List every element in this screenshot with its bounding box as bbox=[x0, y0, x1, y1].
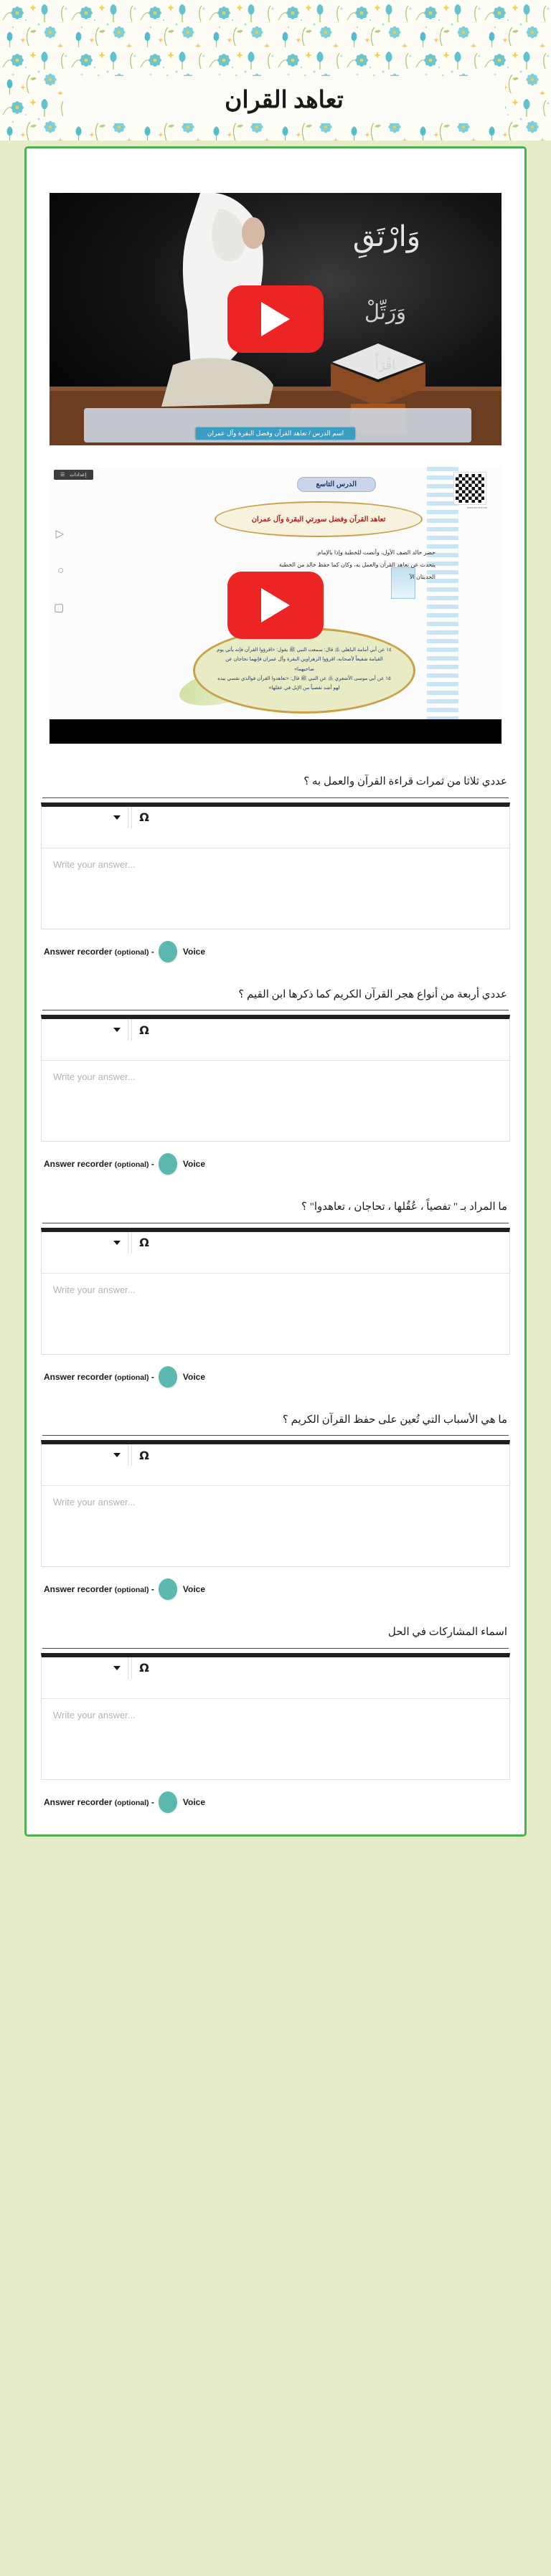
video-player-textbook-page[interactable] bbox=[50, 467, 501, 744]
answer-placeholder-3: Write your answer... bbox=[53, 1284, 136, 1295]
page-title-banner bbox=[63, 76, 505, 123]
play-triangle-icon bbox=[261, 302, 290, 336]
recorder-optional-text: (optional) bbox=[114, 1373, 149, 1382]
recorder-dash: - bbox=[151, 1371, 154, 1382]
toolbar-dropdown-group-3[interactable] bbox=[42, 1232, 126, 1254]
editor-toolbar-2[interactable] bbox=[42, 1019, 509, 1061]
hadith-oval bbox=[193, 628, 415, 714]
recorder-label-text: Answer recorder bbox=[44, 946, 113, 957]
chevron-down-icon bbox=[113, 815, 121, 820]
lesson-title-oval: تعاهد القرآن وفضل سورتي البقرة وآل عمران bbox=[215, 501, 423, 537]
body-line-1: حضر خالد الصف الأول، وأنصت للخطبة وإذا بالإمام bbox=[317, 549, 435, 556]
question-underline-5 bbox=[42, 1648, 509, 1649]
svg-text:وَارْتَقِ: وَارْتَقِ bbox=[352, 220, 421, 252]
answer-placeholder-1: Write your answer... bbox=[53, 858, 136, 870]
video-1-caption: اسم الدرس / تعاهد القرآن وفضل البقرة وآل عمران bbox=[196, 427, 355, 440]
answer-recorder-row-4 bbox=[41, 1567, 510, 1603]
format-dropdown-2[interactable] bbox=[42, 1019, 126, 1041]
play-triangle-icon bbox=[261, 588, 290, 622]
menu-icon[interactable]: ☰ bbox=[60, 473, 65, 478]
special-character-button-3[interactable]: Ω bbox=[139, 1236, 149, 1249]
chevron-down-icon bbox=[113, 1666, 121, 1670]
voice-label-1: Voice bbox=[182, 946, 206, 957]
video-2-side-toolbar[interactable] bbox=[54, 527, 64, 614]
video-2-bottom-bar bbox=[50, 719, 501, 744]
recorder-label-text: Answer recorder bbox=[44, 1371, 113, 1382]
question-block-2 bbox=[41, 987, 510, 1178]
youtube-play-button-2[interactable] bbox=[227, 572, 324, 639]
hadith-1: ١٤ عن أبي أمامة الباهلي ﵁ قال: سمعت النبي ﷺ يقول: «اقرؤوا القرآن فإنه يأتي يوم القيامة شفيعاً لأصحابه، اقرؤوا الزهراوين البقرة وآل عمران فإنهما تحاجان عن صاحبهما» bbox=[217, 648, 392, 672]
body-line-2: يتحدث عن تعاهد القرآن والعمل به، وكان كما حفظ خالد من الخطبة bbox=[278, 561, 435, 568]
toolbar-dropdown-group-1[interactable] bbox=[42, 807, 126, 828]
answer-recorder-row-1 bbox=[41, 929, 510, 965]
hadith-2: ١٥ عن أبي موسى الأشعري ﵁ عن النبي ﷺ قال: «تعاهدوا القرآن فوالذي نفسي بيده لهو أشد تفصياً من الإبل في عقلها» bbox=[217, 676, 391, 691]
voice-record-button-2[interactable] bbox=[159, 1153, 177, 1175]
page-title: تعاهد القران bbox=[225, 87, 344, 113]
special-character-button-2[interactable]: Ω bbox=[139, 1023, 149, 1037]
editor-toolbar-1[interactable] bbox=[42, 807, 509, 848]
chevron-down-icon bbox=[113, 1028, 121, 1032]
recorder-label-text: Answer recorder bbox=[44, 1159, 113, 1169]
editor-toolbar-4[interactable] bbox=[42, 1444, 509, 1486]
question-text-2: عددي أربعة من أنواع هجر القرآن الكريم كما ذكرها ابن القيم ؟ bbox=[238, 988, 507, 1000]
svg-text:وَرَتِّلْ: وَرَتِّلْ bbox=[364, 301, 407, 324]
answer-editor-4[interactable] bbox=[41, 1440, 510, 1567]
recorder-label-1 bbox=[44, 947, 154, 957]
video-2-container bbox=[41, 467, 510, 744]
video-2-top-toolbar[interactable] bbox=[54, 470, 93, 480]
play-outline-icon[interactable]: ▷ bbox=[55, 528, 65, 540]
question-underline-1 bbox=[42, 797, 509, 798]
recorder-label-3 bbox=[44, 1372, 154, 1382]
lesson-card bbox=[24, 146, 527, 1837]
recorder-optional-text: (optional) bbox=[114, 1586, 149, 1594]
chevron-down-icon bbox=[113, 1241, 121, 1245]
toolbar-dropdown-group-5[interactable] bbox=[42, 1657, 126, 1679]
format-dropdown-1[interactable] bbox=[42, 807, 126, 828]
recorder-label-5 bbox=[44, 1797, 154, 1807]
toolbar-separator bbox=[131, 1019, 132, 1041]
question-block-3 bbox=[41, 1199, 510, 1391]
question-block-1 bbox=[41, 774, 510, 965]
recorder-dash: - bbox=[151, 1159, 154, 1169]
answer-editor-5[interactable] bbox=[41, 1653, 510, 1780]
answer-recorder-row-5 bbox=[41, 1780, 510, 1816]
voice-label-5: Voice bbox=[182, 1796, 206, 1807]
answer-placeholder-5: Write your answer... bbox=[53, 1709, 136, 1720]
answer-input-3[interactable] bbox=[42, 1274, 509, 1354]
body-line-3: الحديثان الآ bbox=[410, 573, 435, 580]
settings-label: إعدادات bbox=[70, 473, 87, 478]
video-player-lesson-intro[interactable] bbox=[50, 193, 501, 445]
special-character-button-1[interactable]: Ω bbox=[139, 810, 149, 824]
answer-input-4[interactable] bbox=[42, 1486, 509, 1566]
video-1-container bbox=[41, 193, 510, 445]
answer-recorder-row-3 bbox=[41, 1355, 510, 1391]
recorder-optional-text: (optional) bbox=[114, 947, 149, 957]
answer-input-5[interactable] bbox=[42, 1699, 509, 1779]
question-underline-4 bbox=[42, 1435, 509, 1436]
recorder-optional-text: (optional) bbox=[114, 1798, 149, 1807]
recorder-dash: - bbox=[151, 1584, 154, 1594]
answer-input-2[interactable] bbox=[42, 1061, 509, 1141]
toolbar-separator bbox=[131, 1657, 132, 1679]
editor-toolbar-3[interactable] bbox=[42, 1232, 509, 1274]
question-block-5 bbox=[41, 1624, 510, 1816]
qr-code-icon bbox=[454, 473, 486, 504]
special-character-button-4[interactable]: Ω bbox=[139, 1448, 149, 1462]
lesson-number-chip: الدرس التاسع bbox=[297, 477, 376, 492]
question-text-1: عددي ثلاثا من ثمرات قراءة القرآن والعمل به ؟ bbox=[303, 776, 507, 787]
question-text-5: اسماء المشاركات في الحل bbox=[387, 1626, 507, 1638]
answer-editor-3[interactable] bbox=[41, 1228, 510, 1355]
toolbar-dropdown-group-2[interactable] bbox=[42, 1019, 126, 1041]
editor-toolbar-5[interactable] bbox=[42, 1657, 509, 1699]
page-ornament-strip bbox=[427, 467, 458, 728]
answer-placeholder-4: Write your answer... bbox=[53, 1497, 136, 1507]
question-text-4: ما هي الأسباب التي تُعين على حفظ القرآن الكريم ؟ bbox=[282, 1414, 507, 1426]
answer-input-1[interactable] bbox=[42, 848, 509, 929]
recorder-label-text: Answer recorder bbox=[44, 1796, 113, 1807]
recorder-dash: - bbox=[151, 1796, 154, 1807]
recorder-dash: - bbox=[151, 946, 154, 957]
format-dropdown-4[interactable] bbox=[42, 1444, 126, 1466]
answer-editor-1[interactable] bbox=[41, 802, 510, 929]
youtube-play-button-1[interactable] bbox=[227, 285, 324, 353]
voice-label-4: Voice bbox=[182, 1584, 206, 1594]
voice-record-button-1[interactable] bbox=[159, 941, 177, 962]
recorder-label-2 bbox=[44, 1159, 154, 1169]
special-character-button-5[interactable]: Ω bbox=[139, 1661, 149, 1675]
voice-label-2: Voice bbox=[182, 1159, 206, 1169]
question-text-3: ما المراد بـ " تفصياً ، عُقُلها ، تحاجان ، تعاهدوا" ؟ bbox=[301, 1201, 507, 1213]
voice-record-button-4[interactable] bbox=[159, 1578, 177, 1600]
svg-text:اقْرَأْ: اقْرَأْ bbox=[375, 358, 396, 372]
answer-editor-2[interactable] bbox=[41, 1015, 510, 1142]
toolbar-separator bbox=[131, 807, 132, 828]
question-block-4 bbox=[41, 1412, 510, 1604]
recorder-label-4 bbox=[44, 1584, 154, 1594]
square-outline-icon[interactable]: ▢ bbox=[54, 602, 65, 614]
answer-recorder-row-2 bbox=[41, 1142, 510, 1178]
toolbar-separator bbox=[131, 1232, 132, 1254]
recorder-optional-text: (optional) bbox=[114, 1160, 149, 1169]
toolbar-separator bbox=[131, 1444, 132, 1466]
answer-placeholder-2: Write your answer... bbox=[53, 1071, 136, 1082]
voice-record-button-3[interactable] bbox=[159, 1366, 177, 1388]
circle-outline-icon[interactable]: ○ bbox=[57, 564, 65, 577]
toolbar-dropdown-group-4[interactable] bbox=[42, 1444, 126, 1466]
format-dropdown-3[interactable] bbox=[42, 1232, 126, 1254]
chevron-down-icon bbox=[113, 1453, 121, 1457]
recorder-label-text: Answer recorder bbox=[44, 1584, 113, 1594]
voice-record-button-5[interactable] bbox=[159, 1791, 177, 1813]
page-header bbox=[0, 0, 551, 141]
voice-label-3: Voice bbox=[182, 1371, 206, 1382]
qr-code-label: www.ien.edu.sa bbox=[466, 506, 487, 509]
format-dropdown-5[interactable] bbox=[42, 1657, 126, 1679]
